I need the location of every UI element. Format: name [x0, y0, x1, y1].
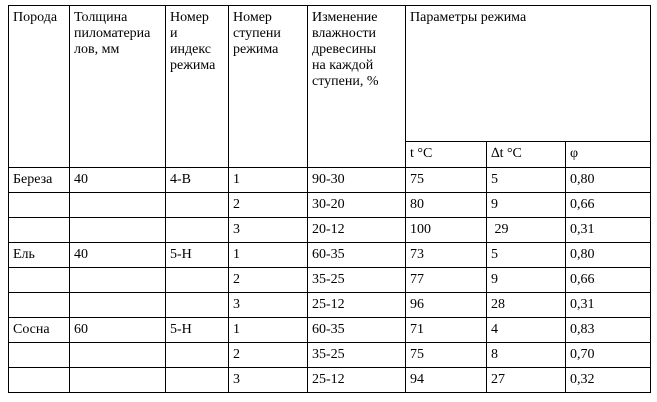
- cell-thickness: [70, 268, 166, 293]
- table-row: [9, 343, 651, 368]
- cell-species: [9, 218, 70, 243]
- cell-stage: 1: [229, 168, 308, 193]
- cell-humidity: 0,80: [566, 243, 651, 268]
- cell-humidity: 0,83: [566, 318, 651, 343]
- cell-mode: 5-Н: [166, 243, 229, 268]
- cell-humidity: 0,80: [566, 168, 651, 193]
- cell-mode: [166, 218, 229, 243]
- cell-thickness: [70, 218, 166, 243]
- cell-mode: [166, 293, 229, 318]
- cell-moisture: 25-12: [308, 368, 406, 393]
- cell-species: [9, 193, 70, 218]
- cell-mode: 5-Н: [166, 318, 229, 343]
- cell-temperature-difference: 8: [487, 343, 566, 368]
- header-moisture-change: Изменение влажности древесины на каждой ступени, %: [308, 6, 406, 168]
- cell-temperature: 71: [406, 318, 487, 343]
- cell-thickness: 40: [70, 168, 166, 193]
- cell-humidity: 0,32: [566, 368, 651, 393]
- cell-temperature-difference: 9: [487, 268, 566, 293]
- drying-mode-table: [8, 5, 651, 393]
- cell-stage: 3: [229, 368, 308, 393]
- cell-mode: [166, 343, 229, 368]
- cell-temperature-difference: 5: [487, 243, 566, 268]
- header-relative-humidity: φ: [566, 142, 651, 168]
- cell-moisture: 90-30: [308, 168, 406, 193]
- cell-mode: 4-В: [166, 168, 229, 193]
- cell-mode: [166, 193, 229, 218]
- cell-species: [9, 268, 70, 293]
- table-row: [9, 243, 651, 268]
- cell-humidity: 0,66: [566, 268, 651, 293]
- header-temperature: t °C: [406, 142, 487, 168]
- cell-thickness: 60: [70, 318, 166, 343]
- table-row: [9, 193, 651, 218]
- cell-temperature: 77: [406, 268, 487, 293]
- cell-humidity: 0,70: [566, 343, 651, 368]
- table-row: [9, 293, 651, 318]
- header-mode-parameters: Параметры режима: [406, 6, 651, 142]
- cell-temperature: 73: [406, 243, 487, 268]
- cell-temperature: 80: [406, 193, 487, 218]
- cell-species: Ель: [9, 243, 70, 268]
- cell-temperature: 96: [406, 293, 487, 318]
- cell-moisture: 20-12: [308, 218, 406, 243]
- cell-moisture: 60-35: [308, 318, 406, 343]
- cell-species: [9, 368, 70, 393]
- cell-moisture: 25-12: [308, 293, 406, 318]
- cell-temperature-difference: 29: [487, 218, 566, 243]
- table-row: [9, 268, 651, 293]
- table-row: [9, 218, 651, 243]
- cell-moisture: 60-35: [308, 243, 406, 268]
- cell-mode: [166, 268, 229, 293]
- cell-moisture: 30-20: [308, 193, 406, 218]
- cell-humidity: 0,31: [566, 218, 651, 243]
- table-row: [9, 368, 651, 393]
- cell-thickness: [70, 368, 166, 393]
- cell-temperature: 94: [406, 368, 487, 393]
- cell-species: [9, 343, 70, 368]
- cell-temperature: 75: [406, 168, 487, 193]
- cell-temperature: 100: [406, 218, 487, 243]
- cell-stage: 3: [229, 218, 308, 243]
- header-stage-number: Номер ступени режима: [229, 6, 308, 168]
- cell-thickness: [70, 193, 166, 218]
- cell-moisture: 35-25: [308, 268, 406, 293]
- cell-stage: 2: [229, 268, 308, 293]
- header-species: Порода: [9, 6, 70, 168]
- cell-temperature-difference: 4: [487, 318, 566, 343]
- table-row: [9, 168, 651, 193]
- header-row: [9, 6, 651, 142]
- cell-stage: 2: [229, 193, 308, 218]
- cell-species: Сосна: [9, 318, 70, 343]
- cell-mode: [166, 368, 229, 393]
- cell-humidity: 0,31: [566, 293, 651, 318]
- cell-temperature: 75: [406, 343, 487, 368]
- cell-stage: 3: [229, 293, 308, 318]
- cell-thickness: 40: [70, 243, 166, 268]
- cell-thickness: [70, 343, 166, 368]
- header-thickness: Толщина пиломатериа лов, мм: [70, 6, 166, 168]
- table-row: [9, 318, 651, 343]
- cell-stage: 1: [229, 243, 308, 268]
- header-mode-number: Номер и индекс режима: [166, 6, 229, 168]
- cell-temperature-difference: 5: [487, 168, 566, 193]
- cell-thickness: [70, 293, 166, 318]
- cell-species: Береза: [9, 168, 70, 193]
- cell-temperature-difference: 28: [487, 293, 566, 318]
- cell-temperature-difference: 27: [487, 368, 566, 393]
- cell-stage: 1: [229, 318, 308, 343]
- cell-temperature-difference: 9: [487, 193, 566, 218]
- cell-moisture: 35-25: [308, 343, 406, 368]
- cell-humidity: 0,66: [566, 193, 651, 218]
- cell-stage: 2: [229, 343, 308, 368]
- cell-species: [9, 293, 70, 318]
- header-temperature-difference: ∆t °C: [487, 142, 566, 168]
